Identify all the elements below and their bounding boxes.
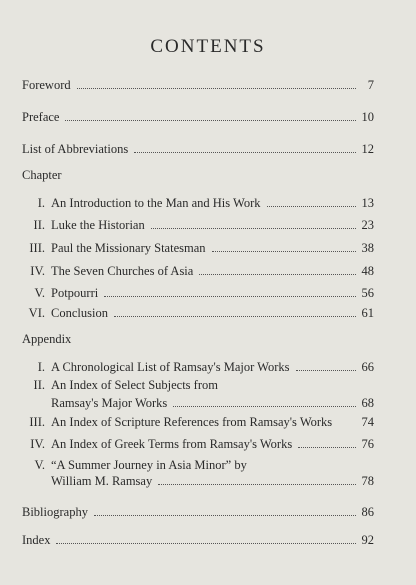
entry-label: Conclusion — [51, 306, 108, 320]
page-number: 10 — [361, 110, 374, 124]
toc-entry — [22, 358, 374, 376]
chapter-heading: Chapter — [22, 168, 62, 182]
toc-entry — [22, 413, 374, 431]
dot-leader — [134, 152, 356, 153]
toc-entry — [22, 503, 374, 521]
toc-entry — [22, 262, 374, 280]
entry-label: Preface — [22, 110, 60, 124]
dot-leader — [94, 515, 356, 516]
entry-label: Paul the Missionary Statesman — [51, 241, 206, 255]
page-number: 92 — [361, 533, 374, 547]
dot-leader — [199, 274, 356, 275]
page-number: 76 — [361, 437, 374, 451]
entry-label: Potpourri — [51, 286, 99, 300]
page-number: 61 — [361, 306, 374, 320]
entry-numeral: IV. — [30, 437, 45, 451]
toc-entry — [22, 194, 374, 212]
entry-numeral: IV. — [30, 264, 45, 278]
page-number: 48 — [361, 264, 374, 278]
entry-numeral: II. — [33, 218, 45, 232]
dot-leader — [298, 447, 356, 448]
page-number: 38 — [361, 241, 374, 255]
entry-numeral: III. — [29, 241, 45, 255]
dot-leader — [173, 406, 356, 407]
entry-label: Index — [22, 533, 51, 547]
dot-leader — [104, 296, 356, 297]
entry-label: Luke the Historian — [51, 218, 145, 232]
page-number: 13 — [361, 196, 374, 210]
dot-leader — [212, 251, 357, 252]
appendix-heading: Appendix — [22, 332, 72, 346]
page-title: CONTENTS — [150, 36, 266, 57]
dot-leader — [77, 88, 356, 89]
toc-entry — [22, 76, 374, 94]
dot-leader — [56, 543, 356, 544]
entry-numeral: I. — [37, 196, 45, 210]
page-number: 66 — [361, 360, 374, 374]
entry-numeral: V. — [34, 458, 45, 472]
entry-numeral: I. — [37, 360, 45, 374]
entry-label: “A Summer Journey in Asia Minor” by — [51, 458, 247, 472]
page-number: 12 — [361, 142, 374, 156]
toc-entry — [22, 239, 374, 257]
toc-entry — [22, 531, 374, 549]
entry-label: The Seven Churches of Asia — [51, 264, 194, 278]
entry-label: List of Abbreviations — [22, 142, 129, 156]
page-number: 7 — [367, 78, 374, 92]
toc-entry — [22, 435, 374, 453]
page-number: 56 — [361, 286, 374, 300]
entry-label: Bibliography — [22, 505, 88, 519]
entry-numeral: VI. — [28, 306, 45, 320]
toc-entry — [22, 108, 374, 126]
entry-label-continued: Ramsay's Major Works — [51, 396, 168, 410]
entry-numeral: III. — [29, 415, 45, 429]
entry-label: A Chronological List of Ramsay's Major Works — [51, 360, 290, 374]
toc-entry — [22, 140, 374, 158]
dot-leader — [114, 316, 356, 317]
page-number: 74 — [361, 415, 374, 429]
dot-leader — [296, 370, 357, 371]
toc-entry-continuation — [22, 472, 374, 490]
toc-entry — [22, 304, 374, 322]
entry-numeral: V. — [34, 286, 45, 300]
dot-leader — [65, 120, 356, 121]
page-number: 68 — [361, 396, 374, 410]
toc-entry — [22, 376, 374, 394]
entry-label-continued: William M. Ramsay — [51, 474, 153, 488]
dot-leader — [158, 484, 356, 485]
page-number: 86 — [361, 505, 374, 519]
entry-numeral: II. — [33, 378, 45, 392]
page-number: 78 — [361, 474, 374, 488]
entry-label: An Introduction to the Man and His Work — [51, 196, 261, 210]
entry-label: An Index of Greek Terms from Ramsay's Works — [51, 437, 293, 451]
toc-entry-continuation — [22, 394, 374, 412]
entry-label: Foreword — [22, 78, 71, 92]
entry-label: An Index of Scripture References from Ramsay's Works — [51, 415, 333, 429]
page-number: 23 — [361, 218, 374, 232]
entry-label: An Index of Select Subjects from — [51, 378, 218, 392]
toc-entry — [22, 284, 374, 302]
toc-entry — [22, 216, 374, 234]
dot-leader — [267, 206, 357, 207]
dot-leader — [151, 228, 356, 229]
